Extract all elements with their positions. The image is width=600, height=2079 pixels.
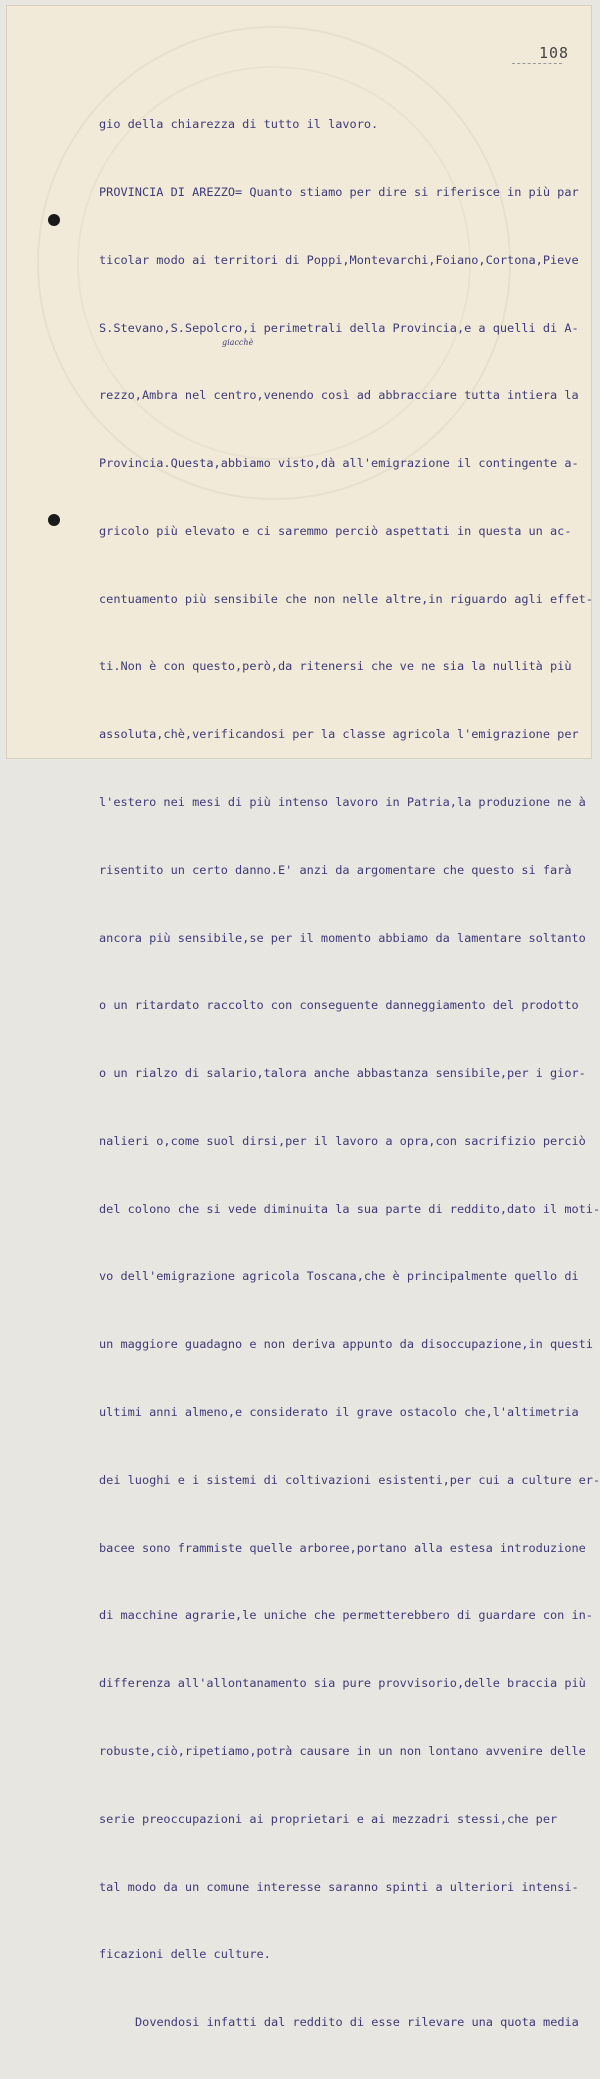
typed-text	[99, 68, 600, 2079]
text-line: o un rialzo di salario,talora anche abbastanza sensibile,per i gior-	[99, 1066, 586, 1081]
text-line: del colono che si vede diminuita la sua parte di reddito,dato il moti-	[99, 1201, 600, 1216]
punch-hole-bottom	[48, 514, 60, 526]
text-line: gio della chiarezza di tutto il lavoro.	[99, 117, 379, 132]
text-line: centuamento più sensibile che non nelle altre,in riguardo agli effet-	[99, 591, 593, 606]
text-line: rezzo,Ambra nel centro,venendo così ad abbracciare tutta intiera la	[99, 388, 579, 403]
document-page	[7, 6, 600, 2030]
text-line: ancora più sensibile,se per il momento abbiamo da lamentare soltanto	[99, 930, 586, 945]
text-line: risentito un certo danno.E' anzi da argomentare che questo si farà	[99, 862, 572, 877]
text-line: nalieri o,come suol dirsi,per il lavoro a opra,con sacrifizio perciò	[99, 1133, 586, 1148]
text-line: di macchine agrarie,le uniche che permetterebbero di guardare con in-	[99, 1608, 593, 1623]
text-line: ticolar modo ai territori di Poppi,Montevarchi,Foiano,Cortona,Pieve	[99, 252, 579, 267]
text-line: ultimi anni almeno,e considerato il grave ostacolo che,l'altimetria	[99, 1405, 579, 1420]
text-line: S.Stevano,S.Sepolcro,i perimetrali della Provincia,e a quelli di A-	[99, 320, 579, 335]
text-line: PROVINCIA DI AREZZO= Quanto stiamo per dire si riferisce in più par	[99, 184, 579, 199]
text-line: assoluta,chè,verificandosi per la classe agricola l'emigrazione per	[99, 727, 579, 742]
text-line: Provincia.Questa,abbiamo visto,dà all'emigrazione il contingente a-	[99, 456, 579, 471]
text-line: ficazioni delle culture.	[99, 1947, 271, 1962]
text-line: tal modo da un comune interesse saranno spinti a ulteriori intensi-	[99, 1879, 579, 1894]
text-line: l'estero nei mesi di più intenso lavoro in Patria,la produzione ne à	[99, 795, 586, 809]
text-line: un maggiore guadagno e non deriva appunto da disoccupazione,in questi	[99, 1337, 593, 1352]
text-line: Dovendosi infatti dal reddito di esse rilevare una quota media	[135, 2015, 579, 2030]
page-number: 108	[539, 44, 570, 62]
text-line: gricolo più elevato e ci saremmo perciò aspettati in questa un ac-	[99, 523, 572, 538]
text-line: o un ritardato raccolto con conseguente danneggiamento del prodotto	[99, 998, 579, 1013]
text-line: serie preoccupazioni ai proprietari e ai mezzadri stessi,che per	[99, 1811, 558, 1826]
handwritten-annotation: giacchè	[222, 338, 254, 347]
text-line: bacee sono frammiste quelle arboree,portano alla estesa introduzione	[99, 1540, 586, 1555]
page-number-underline	[512, 63, 562, 64]
punch-hole-top	[48, 214, 60, 226]
text-line: ti.Non è con questo,però,da ritenersi che ve ne sia la nullità più	[99, 659, 572, 674]
text-line: dei luoghi e i sistemi di coltivazioni esistenti,per cui a culture er-	[99, 1472, 600, 1487]
text-line: robuste,ciò,ripetiamo,potrà causare in un non lontano avvenire delle	[99, 1743, 586, 1758]
text-line: differenza all'allontanamento sia pure provvisorio,delle braccia più	[99, 1676, 586, 1691]
text-line: vo dell'emigrazione agricola Toscana,che è principalmente quello di	[99, 1269, 579, 1284]
